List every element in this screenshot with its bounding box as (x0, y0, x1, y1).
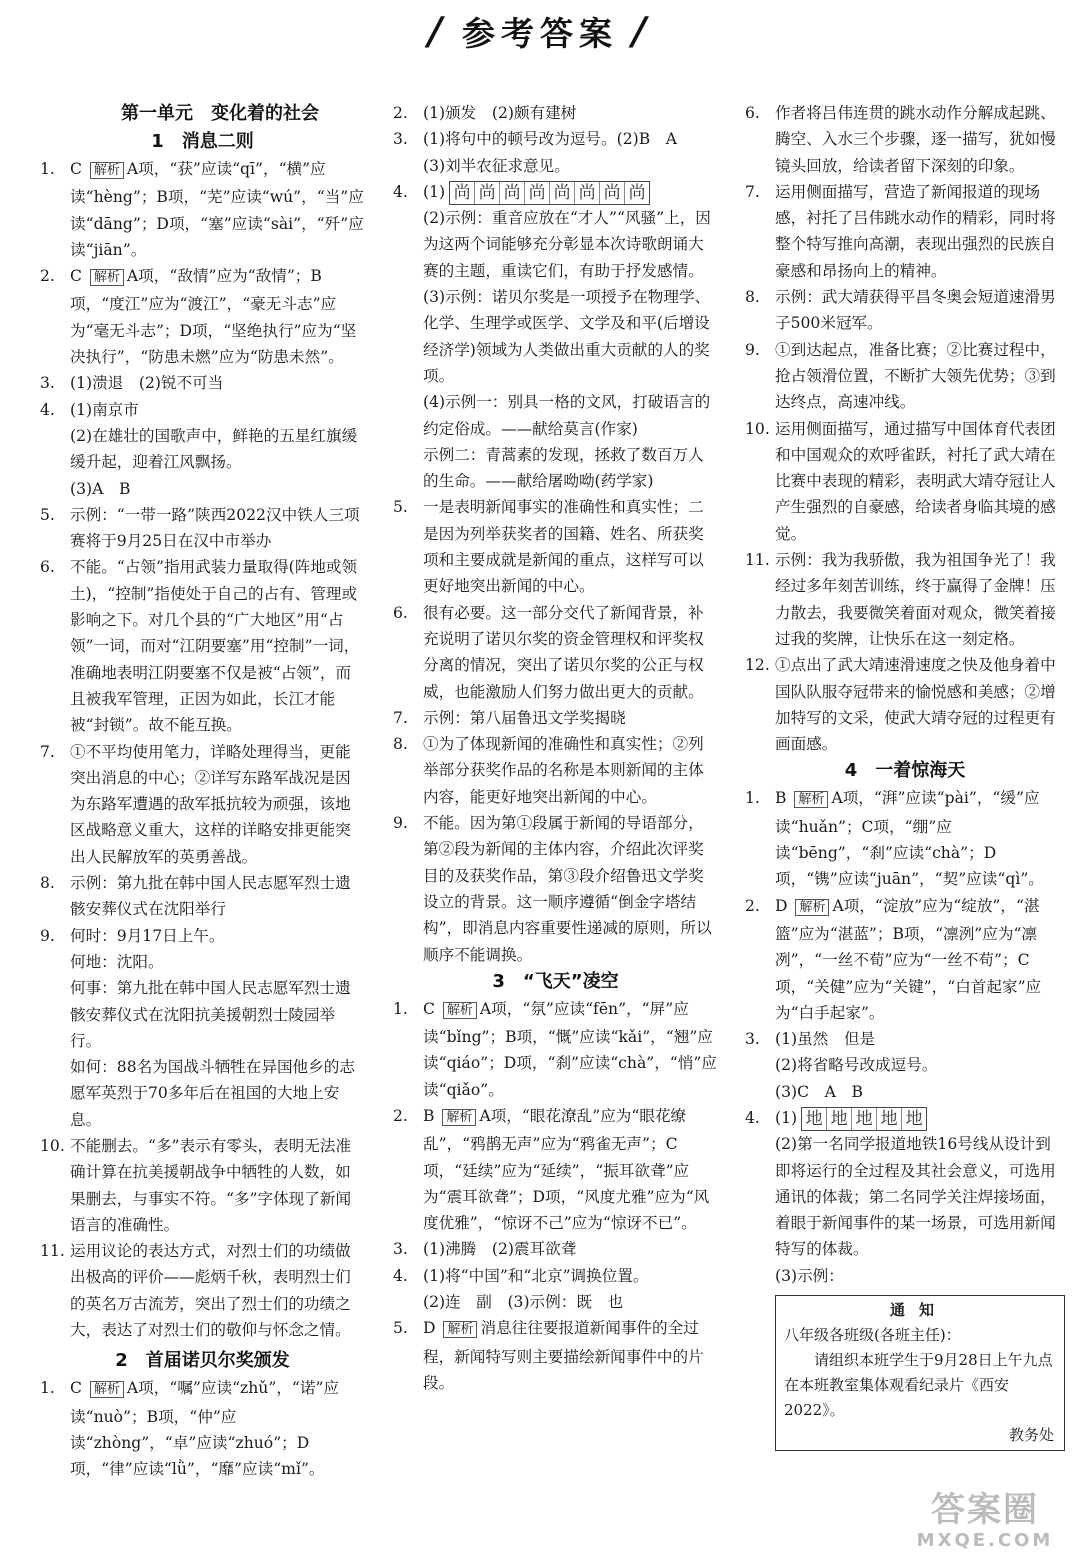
answer-item (40, 502, 365, 555)
stroke-cell: 地 (852, 1108, 877, 1130)
answer-text: A项，“敌情”应为“敌情”；B项，“度江”应为“渡江”，“豪无斗志”应为“毫无斗志”；D项，“坚绝执行”应为“坚决执行”，“防患未燃”应为“防患未然”。 (70, 267, 357, 367)
answer-body (70, 1375, 365, 1482)
title-slash-right: / (627, 9, 657, 53)
answer-item (393, 1103, 718, 1236)
answer-number: 6. (393, 603, 408, 622)
answer-item (40, 263, 365, 370)
answer-body (775, 100, 1065, 179)
notice-recipient: 八年级各班级(各班主任)： (784, 1326, 961, 1345)
answer-number: 6. (40, 558, 55, 577)
answer-number: 5. (40, 505, 55, 524)
answer-text: 示例：第九批在韩中国人民志愿军烈士遗骸安葬仪式在沈阳举行 (70, 874, 351, 919)
answer-body (423, 1103, 718, 1236)
answer-choice: C (70, 1379, 87, 1398)
analysis-tag: 解析 (90, 269, 124, 286)
analysis-tag: 解析 (442, 1109, 476, 1126)
answer-number: 1. (745, 789, 760, 808)
watermark-logo-text: 答案圈 (931, 1490, 1039, 1530)
analysis-tag: 解析 (443, 1002, 477, 1019)
answer-number: 1. (393, 999, 408, 1018)
answer-choice: D (775, 896, 793, 915)
section-title: 3 “飞天”凌空 (492, 970, 619, 992)
answer-number: 11. (40, 1242, 65, 1261)
answer-text: 作者将吕伟连贯的跳水动作分解成起跳、腾空、入水三个步骤，逐一描写，犹如慢镜头回放，给读者留下深刻的印象。 (775, 104, 1056, 175)
stroke-cell: 地 (802, 1108, 827, 1130)
answer-number: 2. (393, 104, 408, 122)
stroke-cell: 地 (877, 1108, 902, 1130)
answer-item (40, 370, 365, 396)
answer-text: (1)将“中国”和“北京”调换位置。 (423, 1266, 649, 1285)
answer-number: 1. (40, 1379, 55, 1398)
answer-number: 3. (393, 1240, 408, 1259)
answer-number: 10. (40, 1136, 65, 1155)
answer-text: A项，“淀放”应为“绽放”，“湛篮”应为“湛蓝”；B项，“凛洌”应为“凛冽”，“一丝不荀”应为“一丝不苟”；C项，“关健”应为“关键”，“白首起家”应为“白手起家”。 (775, 896, 1042, 1022)
answer-text: 不能删去。“多”表示有零头，表明无法准确计算在抗美援朝战争中牺牲的人数，如果删去，与事实不符。“多”字体现了新闻语言的准确性。 (70, 1136, 352, 1234)
answer-body (423, 600, 718, 705)
answer-list (40, 1375, 365, 1482)
answer-text: 示例：武大靖获得平昌冬奥会短道速滑男子500米冠军。 (775, 288, 1056, 333)
stroke-cell: 地 (905, 1108, 923, 1129)
answer-number: 3. (40, 374, 55, 393)
answer-item (393, 126, 718, 179)
answer-body (775, 547, 1065, 652)
answer-number: 9. (393, 814, 408, 833)
answer-text: 一是表明新闻事实的准确性和真实性；二是因为列举获奖者的国籍、姓名、所获奖项和主要成就是新闻的重点，这样写可以更好地突出新闻的中心。 (423, 498, 704, 596)
answer-item (393, 1315, 718, 1396)
stroke-order-grid (801, 1107, 927, 1131)
answer-text: (1)虽然 但是 (775, 1030, 876, 1049)
answer-body (775, 337, 1065, 416)
answer-number: 3. (745, 1030, 760, 1049)
answer-choice: B (775, 789, 792, 808)
answer-number: 12. (745, 656, 770, 675)
answer-body (423, 1236, 718, 1262)
answer-text: 何时：9月17日上午。 (70, 926, 225, 945)
answer-item (40, 397, 365, 502)
answer-body (423, 179, 718, 495)
answer-choice: D (423, 1319, 441, 1338)
answer-text: 何地：沈阳。 (70, 952, 164, 971)
answer-body (70, 502, 365, 555)
answer-text: (3)A B (70, 479, 131, 498)
answer-text: (2)连 副 (3)示例：既 也 (423, 1293, 624, 1312)
answer-body (70, 1238, 365, 1343)
answer-text: (1) (775, 1108, 798, 1127)
answer-text: 示例二：青蒿素的发现，拯救了数百万人的生命。——献给屠呦呦(药学家) (423, 445, 704, 491)
answer-text: (2)将省略号改成逗号。 (775, 1056, 938, 1075)
answer-text: (3)示例： (775, 1266, 844, 1285)
answer-body (70, 923, 365, 1133)
answer-text: ①为了体现新闻的准确性和真实性；②列举部分获奖作品的名称是本则新闻的主体内容，能更好地突出新闻的中心。 (423, 735, 704, 806)
answer-number: 5. (393, 1319, 408, 1338)
answer-number: 9. (745, 340, 760, 359)
analysis-tag: 解析 (443, 1321, 477, 1338)
answer-item (393, 100, 718, 126)
answer-item (393, 810, 718, 968)
answer-text: A项，“氛”应读“fēn”，“屏”应读“bǐng”；B项，“慨”应读“kǎi”，“翘”应读“qiáo”；D项，“刹”应读“chà”，“悄”应读“qiǎo”。 (423, 999, 717, 1099)
answer-text: ①点出了武大靖速滑速度之快及他身着中国队队服夺冠带来的愉悦感和美感；②增加特写的文采，使武大靖夺冠的过程更有画面感。 (775, 656, 1056, 754)
column-1 (40, 100, 365, 1483)
answer-text: (1)溃退 (2)锐不可当 (70, 374, 224, 393)
answer-body (70, 554, 365, 738)
answer-list (40, 156, 365, 1343)
answer-choice: C (70, 160, 87, 178)
answer-text: ①不平均使用笔力，详略处理得当，更能突出消息的中心；②详写东路军战况是因为东路军遭遇的敌军抵抗较为顽强，该地区战略意义重大，这样的详略安排更能突出人民解放军的英勇善战。 (70, 742, 351, 866)
answer-text: 示例：“一带一路”陕西2022汉中铁人三项赛将于9月25日在汉中市举办 (70, 505, 360, 551)
answer-number: 4. (393, 1266, 408, 1285)
section-title: 1 消息二则 (151, 131, 254, 152)
answer-text: A项，“获”应读“qī”，“横”应读“hèng”；B项，“芜”应读“wú”，“当”应读“dāng”；D项，“塞”应读“sài”，“歼”应读“jiān”。 (70, 160, 364, 259)
answer-body (775, 284, 1065, 337)
stroke-cell: 地 (827, 1108, 852, 1130)
answer-text: (2)在雄壮的国歌声中，鲜艳的五星红旗缓缓升起，迎着江风飘扬。 (70, 426, 358, 472)
answer-text: A项，“嘱”应读“zhǔ”，“诺”应读“nuò”；B项，“仲”应读“zhòng”，“卓”应读“zhuó”；D项，“律”应读“lǜ”，“靡”应读“mǐ”。 (70, 1379, 340, 1479)
answer-item (393, 179, 718, 495)
answer-item (745, 100, 1065, 179)
answer-body (70, 370, 365, 396)
answer-number: 7. (393, 708, 408, 727)
answer-body (70, 870, 365, 923)
answer-body (775, 785, 1065, 892)
answer-text: A项，“湃”应读“pài”，“缓”应读“huǎn”；C项，“绷”应读“bēng”，“刹”应读“chà”；D项，“镌”应读“juān”，“契”应读“qì”。 (775, 789, 1044, 889)
answer-number: 10. (745, 419, 770, 438)
answer-item (393, 996, 718, 1103)
answer-body (775, 1105, 1065, 1289)
unit-title: 第一单元 变化着的社会 (121, 103, 319, 124)
answer-body (775, 1026, 1065, 1105)
section-title: 4 一着惊海天 (844, 760, 966, 782)
answer-text: 运用侧面描写，营造了新闻报道的现场感，衬托了吕伟跳水动作的精彩，同时将整个特写推向高潮，表现出强烈的民族自豪感和昂扬向上的精神。 (775, 182, 1056, 280)
stroke-cell: 尚 (525, 182, 550, 204)
answer-text: 不能。因为第①段属于新闻的导语部分，第②段为新闻的主体内容，介绍此次评奖目的及获奖作品，第③段介绍鲁迅文学奖设立的背景。这一顺序遵循“倒金字塔结构”，即消息内容重要性递减的原则，所以顺序不能调换。 (423, 814, 712, 964)
answer-item (393, 600, 718, 705)
answer-number: 1. (40, 160, 55, 178)
site-watermark (900, 1490, 1070, 1560)
answer-item (745, 652, 1065, 757)
answer-text: (1) (423, 182, 446, 201)
answer-text: (1)颁发 (2)颇有建树 (423, 104, 577, 122)
answer-choice: B (423, 1106, 440, 1125)
answer-text: ①到达起点，准备比赛；②比赛过程中，抢占领滑位置，不断扩大领先优势；③到达终点，高速冲线。 (775, 340, 1056, 412)
answer-list (745, 100, 1065, 757)
notice-signature: 教务处 (1008, 1426, 1054, 1445)
answer-text: (3)C A B (775, 1082, 863, 1101)
answer-item (393, 731, 718, 810)
answer-item (40, 739, 365, 870)
answer-body (70, 263, 365, 370)
answer-text: 运用议论的表达方式，对烈士们的功绩做出极高的评价——彪炳千秋，表明烈士们的英名万古流芳，突出了烈士们的功绩之大，表达了对烈士们的敬仰与怀念之情。 (70, 1242, 351, 1340)
stroke-cell: 尚 (600, 182, 625, 204)
analysis-tag: 解析 (90, 162, 124, 179)
answer-text: 何事：第九批在韩中国人民志愿军烈士遗骸安葬仪式在沈阳抗美援朝烈士陵园举行。 (70, 979, 351, 1050)
answer-item (40, 1238, 365, 1343)
answer-text: (3)示例：诺贝尔奖是一项授予在物理学、化学、生理学或医学、文学及和平(后增设经济学)领域为人类做出重大贡献的人的奖项。 (423, 288, 711, 385)
answer-item (393, 1236, 718, 1262)
stroke-cell: 尚 (575, 182, 600, 204)
answer-text: (4)示例一：别具一格的文风，打破语言的约定俗成。——献给莫言(作家) (423, 393, 711, 438)
answer-item (745, 1105, 1065, 1289)
analysis-tag: 解析 (794, 791, 828, 808)
answer-body (423, 1315, 718, 1396)
answer-item (745, 547, 1065, 652)
answer-text: 示例：我为我骄傲，我为祖国争光了！我经过多年刻苦训练，终于赢得了金牌！压力散去，我要微笑着面对观众，微笑着接过我的奖牌，让快乐在这一刻定格。 (775, 551, 1056, 648)
answer-item (40, 1375, 365, 1482)
answer-item (40, 923, 365, 1133)
stroke-cell: 尚 (550, 182, 575, 204)
answer-text: 运用侧面描写，通过描写中国体育代表团和中国观众的欢呼雀跃，衬托了武大靖在比赛中表现的精彩，表明武大靖夺冠让人产生强烈的自豪感，给读者身临其境的感觉。 (775, 419, 1056, 543)
answer-item (40, 554, 365, 738)
answer-body (775, 893, 1065, 1026)
answer-number: 9. (40, 926, 55, 945)
answer-body (70, 739, 365, 870)
page-header (0, 8, 1080, 54)
answer-body (775, 416, 1065, 547)
answer-text: 消息往往要报道新闻事件的全过程，新闻特写则主要描绘新闻事件中的片段。 (423, 1319, 704, 1392)
answer-body (423, 810, 718, 968)
answer-number: 3. (393, 130, 408, 149)
answer-item (745, 1026, 1065, 1105)
answer-text: (2)示例：重音应放在“才人”“风骚”上，因为这两个词能够充分彰显本次诗歌朗诵大赛的主题，重读它们，有助于抒发感情。 (423, 209, 711, 280)
answer-item (393, 1263, 718, 1316)
answer-item (40, 870, 365, 923)
answer-number: 7. (745, 182, 760, 201)
answer-number: 2. (393, 1106, 408, 1125)
notice-box (775, 1295, 1065, 1451)
answer-text: 很有必要。这一部分交代了新闻背景，补充说明了诺贝尔奖的资金管理权和评奖权分离的情况，突出了诺贝尔奖的公正与权威，也能激励人们努力做出更大的贡献。 (423, 603, 704, 701)
answer-number: 2. (40, 267, 55, 286)
answer-number: 6. (745, 104, 760, 122)
answer-body (423, 731, 718, 810)
answer-number: 4. (40, 400, 55, 419)
answer-text: (1)南京市 (70, 400, 139, 419)
stroke-cell: 尚 (450, 182, 475, 204)
answer-item (745, 179, 1065, 284)
stroke-order-grid (449, 181, 650, 205)
section-title: 2 首届诺贝尔奖颁发 (115, 1350, 290, 1372)
answer-number: 7. (40, 742, 55, 761)
answer-text: 如何：88名为国战斗牺牲在异国他乡的志愿军英烈于70多年后在祖国的大地上安息。 (70, 1058, 355, 1129)
stroke-cell: 尚 (500, 182, 525, 204)
answer-body (423, 126, 718, 179)
title-slash-left: / (423, 9, 453, 53)
answer-item (40, 1133, 365, 1238)
stroke-cell: 尚 (628, 182, 646, 203)
analysis-tag: 解析 (795, 899, 829, 916)
answer-text: (1)将句中的顿号改为逗号。(2)B A (423, 130, 678, 149)
stroke-cell: 尚 (475, 182, 500, 204)
answer-item (393, 494, 718, 599)
answer-number: 4. (393, 182, 408, 201)
answer-choice: C (70, 267, 87, 286)
answer-item (745, 416, 1065, 547)
answer-body (423, 1263, 718, 1316)
answer-number: 8. (40, 874, 55, 893)
answer-number: 8. (393, 735, 408, 754)
answer-text: (3)刘半农征求意见。 (423, 156, 570, 175)
answer-body (423, 494, 718, 599)
column-3 (745, 100, 1065, 1451)
answer-number: 8. (745, 288, 760, 307)
notice-title: 通知 (889, 1301, 948, 1320)
answer-choice: C (423, 999, 440, 1018)
answer-number: 11. (745, 551, 770, 570)
answer-body (423, 996, 718, 1103)
answer-number: 4. (745, 1108, 760, 1127)
answer-list (745, 785, 1065, 1289)
answer-body (70, 397, 365, 502)
answer-number: 2. (745, 896, 760, 915)
answer-body (70, 1133, 365, 1238)
answer-body (423, 705, 718, 731)
answer-item (745, 785, 1065, 892)
answer-item (745, 337, 1065, 416)
analysis-tag: 解析 (90, 1381, 124, 1398)
answer-text: 示例：第八届鲁迅文学奖揭晓 (423, 708, 626, 727)
answer-body (423, 100, 718, 126)
answer-list (393, 996, 718, 1396)
answer-body (70, 156, 365, 263)
answer-number: 5. (393, 498, 408, 517)
answer-text: A项，“眼花潦乱”应为“眼花缭乱”，“鸦鹊无声”应为“鸦雀无声”；C项，“廷续”应为“延续”，“振耳欲聋”应为“震耳欲聋”；D项，“风度尤雅”应为“风度优雅”，“惊讶不己”应为“惊讶不已”。 (423, 1106, 710, 1233)
answer-text: (1)沸腾 (2)震耳欲聋 (423, 1240, 577, 1259)
watermark-url: MXQE.COM (916, 1530, 1054, 1551)
answer-item (745, 893, 1065, 1026)
answer-title-box (423, 8, 657, 55)
answer-item (393, 705, 718, 731)
answer-body (775, 179, 1065, 284)
answer-item (40, 156, 365, 263)
answer-text: (2)第一名同学报道地铁16号线从设计到即将运行的全过程及其社会意义，可选用通讯的体裁；第二名同学关注焊接场面，着眼于新闻事件的某一场景，可选用新闻特写的体裁。 (775, 1135, 1056, 1259)
answer-text: 不能。“占领”指用武装力量取得(阵地或领土)，“控制”指使处于自己的占有、管理或影响之下。对几个县的“广大地区”用“占领”一词，而对“江阴要塞”用“控制”一词，准确地表明江阴要塞不仅是被“占领”，而且被我军管理，正因为如此，长江才能被“封锁”。故不能互换。 (70, 558, 360, 735)
column-2 (393, 100, 718, 1396)
answer-list (393, 100, 718, 968)
answer-body (775, 652, 1065, 757)
answer-item (745, 284, 1065, 337)
notice-body: 请组织本班学生于9月28日上午九点在本班教室集体观看纪录片《西安2022》。 (784, 1351, 1053, 1420)
page-title: 参考答案 (462, 13, 618, 53)
